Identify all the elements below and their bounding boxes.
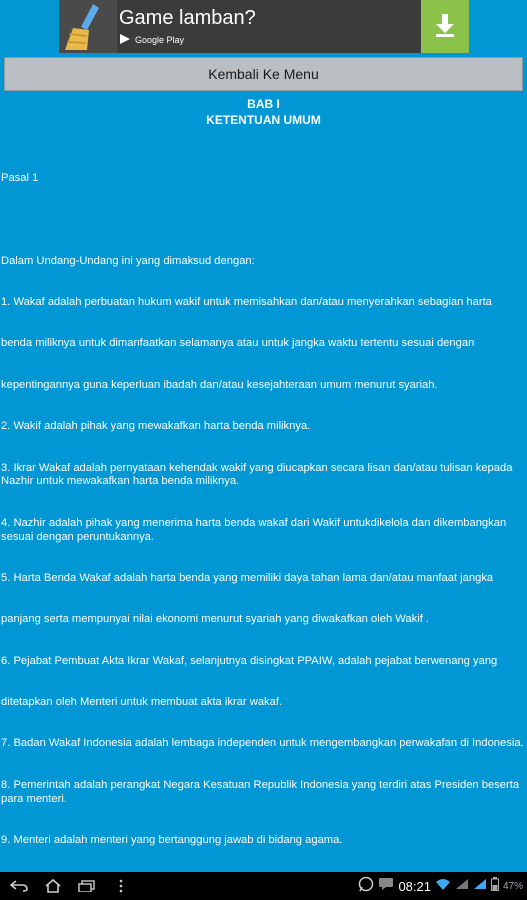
content-line: 4. Nazhir adalah pihak yang menerima harta benda wakaf dari Wakif untukdikelola dan dikembangkan sesuai dengan peruntukannya. (1, 516, 510, 543)
content-line: 1. Wakaf adalah perbuatan hukum wakif untuk memisahkan dan/atau menyerahkan sebagian harta (1, 295, 492, 308)
ad-title[interactable]: Game lamban? (119, 6, 256, 29)
chapter-title: KETENTUAN UMUM (206, 113, 321, 127)
menu-icon[interactable] (106, 872, 136, 900)
content-line: 7. Badan Wakaf Indonesia adalah lembaga independen untuk mengembangkan perwakafan di Indonesia. (1, 737, 524, 750)
wifi-icon (435, 877, 451, 895)
pasal-label: Pasal 1 (1, 171, 39, 184)
ad-store-label: Google Play (135, 34, 185, 45)
signal-icon (455, 877, 469, 895)
content-line: 2. Wakif adalah pihak yang mewakafkan harta benda miliknya. (1, 420, 311, 433)
content-line: ditetapkan oleh Menteri untuk membuat akta ikrar wakaf. (1, 696, 283, 709)
content-line: 8. Pemerintah adalah perangkat Negara Kesatuan Republik Indonesia yang terdiri atas Presiden beserta para menteri. (1, 778, 523, 805)
content-line: benda miliknya untuk dimanfaatkan selamanya atau untuk jangka waktu tertentu sesuai dengan (1, 337, 475, 350)
recent-apps-icon[interactable] (72, 872, 102, 900)
home-icon[interactable] (38, 872, 68, 900)
clock: 08:21 (398, 878, 431, 894)
whatsapp-icon (358, 876, 374, 897)
signal-icon-2 (473, 877, 487, 895)
back-icon[interactable] (4, 872, 34, 900)
download-icon (433, 12, 457, 42)
content-line: 5. Harta Benda Wakaf adalah harta benda yang memiliki daya tahan lama dan/atau manfaat jangka (1, 571, 494, 584)
chapter-number: BAB I (247, 97, 280, 111)
chapter-heading (0, 96, 527, 128)
battery-icon (491, 877, 499, 896)
content-line: panjang serta mempunyai nilai ekonomi menurut syariah yang diwakafkan oleh Wakif . (1, 613, 430, 626)
download-button[interactable] (421, 0, 469, 53)
ad-banner[interactable] (59, 0, 469, 53)
back-to-menu-button[interactable]: Kembali Ke Menu (4, 57, 523, 91)
content-line: 9. Menteri adalah menteri yang bertanggung jawab di bidang agama. (1, 834, 343, 847)
broom-icon (59, 0, 117, 53)
system-bar (0, 872, 527, 900)
google-play-icon (119, 33, 131, 47)
content-line: 6. Pejabat Pembuat Akta Ikrar Wakaf, selanjutnya disingkat PPAIW, adalah pejabat berwenang yang (1, 654, 498, 667)
content-line: kepentingannya guna keperluan ibadah dan/atau kesejahteraan umum menurut syariah. (1, 378, 438, 391)
article-content (1, 144, 525, 862)
content-line: 3. Ikrar Wakaf adalah pernyataan kehendak wakif yang diucapkan secara lisan dan/atau tulisan kepada Nazhir untuk mewakafkan harta benda miliknya. (1, 461, 516, 488)
chat-icon (378, 877, 394, 896)
battery-percent: 47% (502, 880, 523, 892)
content-line: Dalam Undang-Undang ini yang dimaksud dengan: (1, 254, 255, 267)
